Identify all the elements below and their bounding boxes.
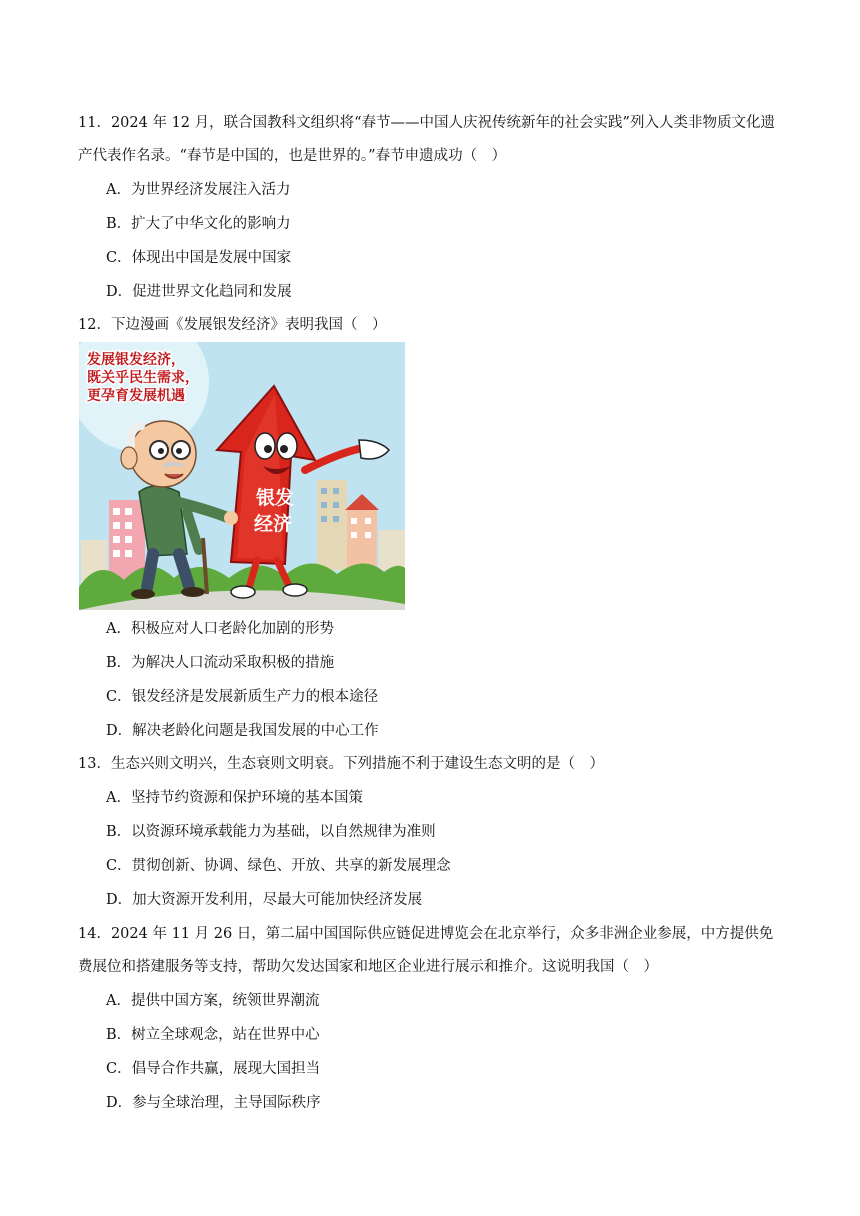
question-14-option-d: D．参与全球治理，主导国际秩序 <box>106 1095 321 1111</box>
question-11-stem-line-1: 11．2024 年 12 月，联合国教科文组织将“春节——中国人庆祝传统新年的社会实践”列入人类非物质文化遗 <box>78 115 775 131</box>
caption-line-2: 既关乎民生需求， <box>87 370 199 386</box>
question-11-option-b: B．扩大了中华文化的影响力 <box>106 216 291 232</box>
question-14-stem-line-2: 费展位和搭建服务等支持，帮助欠发达国家和地区企业进行展示和推介。这说明我国（ ） <box>78 959 658 975</box>
question-14-stem-line-1: 14．2024 年 11 月 26 日，第二届中国国际供应链促进博览会在北京举行，众多非洲企业参展，中方提供免 <box>78 926 774 942</box>
question-11-option-d: D．促进世界文化趋同和发展 <box>106 284 292 300</box>
arrow-label-line-1: 银发 <box>255 487 295 509</box>
question-11-stem-line-2: 产代表作名录。“春节是中国的，也是世界的。”春节申遗成功（ ） <box>78 148 507 164</box>
question-13-option-a: A．坚持节约资源和保护环境的基本国策 <box>106 790 363 806</box>
silver-economy-cartoon <box>79 342 405 610</box>
question-12-option-c: C．银发经济是发展新质生产力的根本途径 <box>106 689 379 705</box>
caption-line-3: 更孕育发展机遇 <box>87 388 185 404</box>
question-13-option-c: C．贯彻创新、协调、绿色、开放、共享的新发展理念 <box>106 858 451 874</box>
question-13-stem: 13．生态兴则文明兴，生态衰则文明衰。下列措施不利于建设生态文明的是（ ） <box>78 756 604 772</box>
question-14-option-a: A．提供中国方案，统领世界潮流 <box>106 993 320 1009</box>
cartoon-caption <box>86 351 199 404</box>
question-14-option-b: B．树立全球观念，站在世界中心 <box>106 1027 320 1043</box>
question-12-stem: 12．下边漫画《发展银发经济》表明我国（ ） <box>78 317 387 333</box>
question-12-option-b: B．为解决人口流动采取积极的措施 <box>106 655 335 671</box>
question-14-option-c: C．倡导合作共赢，展现大国担当 <box>106 1061 321 1077</box>
question-12-option-a: A．积极应对人口老龄化加剧的形势 <box>106 621 334 637</box>
caption-line-1: 发展银发经济， <box>87 352 185 368</box>
question-11-option-a: A．为世界经济发展注入活力 <box>106 182 291 198</box>
question-11-option-c: C．体现出中国是发展中国家 <box>106 250 292 266</box>
arrow-label-line-2: 经济 <box>253 513 293 535</box>
question-12-option-d: D．解决老龄化问题是我国发展的中心工作 <box>106 723 379 739</box>
question-13-option-b: B．以资源环境承载能力为基础，以自然规律为准则 <box>106 824 436 840</box>
question-13-option-d: D．加大资源开发利用，尽最大可能加快经济发展 <box>106 892 423 908</box>
